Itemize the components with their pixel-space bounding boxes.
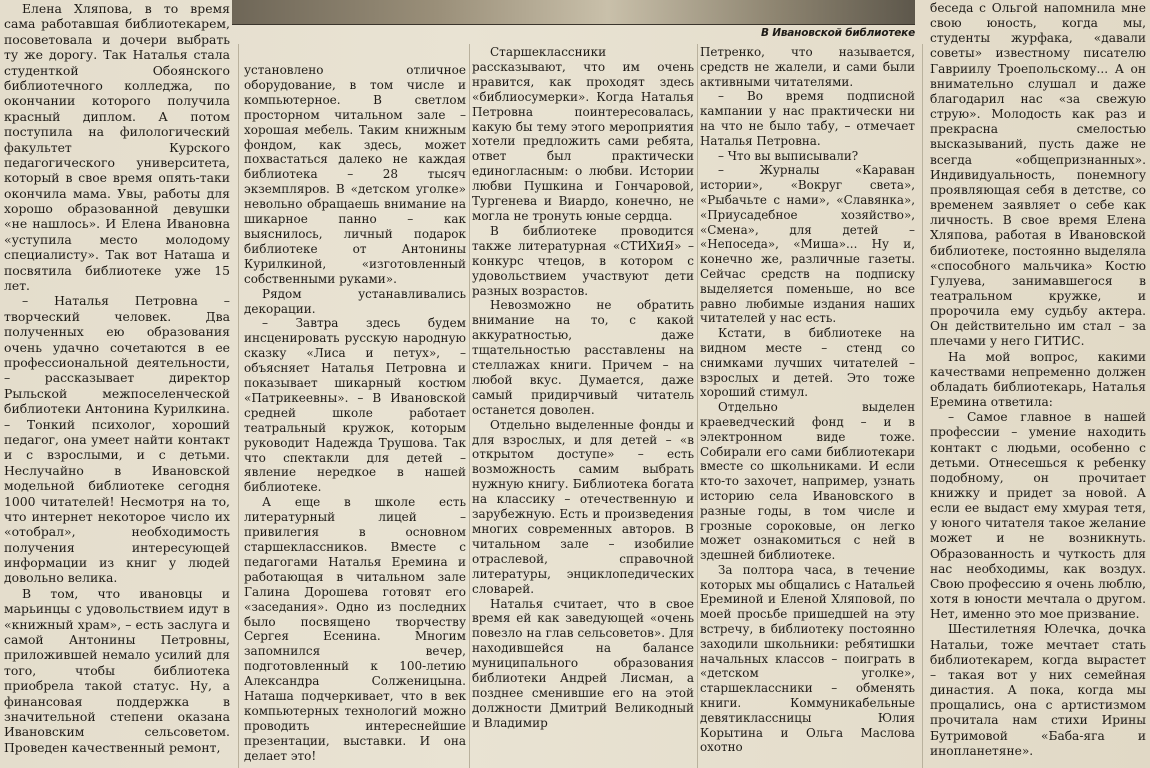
column-rule	[469, 44, 470, 768]
paragraph: А еще в школе есть литературный лицей – привилегия в основном старшеклассников. Вместе с педагогами Наталья Еремина и работающая в читальном зале Галина Дорошева готовят его «заседания». Одно из последних было посвящено творчеству Сергея Есенина. Многим запомнился вечер, подготовленный к 100-летию Александра Солженицына. Наташа подчеркивает, что в век компьютерных технологий можно проводить интереснейшие презентации, выставки. И она делает это!	[244, 495, 466, 763]
paragraph: Отдельно выделен краеведческий фонд – и в электронном виде тоже. Собирали его сами библиотекари вместе со школьниками. И если кто-то захочет, например, узнать историю села Ивановского в разные годы, в том числе и грозные сороковые, он легко может ознакомиться с ней в здешней библиотеке.	[700, 400, 915, 563]
paragraph: – Наталья Петровна – творческий человек. Два полученных ею образования очень удачно сочетаются в ее профессиональной деятельности, – рассказывает директор Рыльской межпоселенческой библиотеки Антонина Курилкина. – Тонкий психолог, хороший педагог, она умеет найти контакт и с взрослыми, и с детьми. Неслучайно в Ивановской модельной библиотеке сегодня 1000 читателей! Несмотря на то, что интернет некоторое число их «отобрал», необходимость получения интересующей информации из книг у людей довольно велика.	[4, 293, 230, 586]
paragraph: – Что вы выписывали?	[718, 148, 859, 163]
text-column-3	[472, 45, 694, 731]
text-column-5	[930, 1, 1146, 759]
paragraph: Рядом устанавливались декорации.	[244, 286, 466, 316]
paragraph: Елена Хляпова, в то время сама работавшая библиотекарем, посоветовала и дочери выбрать ту же дорогу. Так Наталья стала студенткой Обоянского библиотечного колледжа, по окончании которого получила красный диплом. А потом поступила на филологический факультет Курского педагогического университета, который в свое время опять-таки окончила мама. Увы, работы для хорошо образованной девушки «не нашлось». И Елена Ивановна «уступила место молодому специалисту». Так вот Наташа и посвятила библиотеке уже 15 лет.	[4, 1, 230, 294]
paragraph: Невозможно не обратить внимание на то, с какой аккуратностью, даже тщательностью расставлены на стеллажах книги. Причем – на любой вкус. Думается, даже самый придирчивый читатель останется доволен.	[472, 298, 694, 417]
paragraph: – Завтра здесь будем инсценировать русскую народную сказку «Лиса и петух», – объясняет Наталья Петровна и показывает шикарный костюм «Патрикеевны». – В Ивановской средней школе работает театральный кружок, которым руководит Надежда Трушова. Так что спектакли для детей – явление нередкое в нашей библиотеке.	[244, 316, 466, 495]
paragraph: Наталья считает, что в свое время ей как заведующей «очень повезло на глав сельсоветов». Для находившейся на балансе муниципального образования библиотеки Андрей Лисман, а позднее сменившие его на этой должности Дмитрий Великодный и Владимир	[472, 596, 694, 730]
paragraph: Шестилетняя Юлечка, дочка Натальи, тоже мечтает стать библиотекарем, когда вырастет – такая вот у них семейная династия. А пока, когда мы прощались, она с артистизмом прочитала нам стихи Ирины Бутримовой «Баба-яга и инопланетяне».	[930, 622, 1146, 758]
column-rule	[922, 44, 923, 768]
text-column-1	[4, 1, 230, 755]
paragraph: Старшеклассники рассказывают, что им очень нравится, как проходят здесь «библиосумерки». Когда Наталья Петровна поинтересовалась, какую бы тему этого мероприятия хотели предложить сами ребята, ответ был практически единогласным: о любви. Истории любви Пушкина и Гончаровой, Тургенева и Виардо, конечно, не могла не тронуть юные сердца.	[472, 45, 694, 223]
paragraph: Отдельно выделенные фонды и для взрослых, и для детей – «в открытом доступе» – есть возможность самим выбрать нужную книгу. Библиотека богата на классику – отечественную и зарубежную. Есть и произведения многих современных авторов. В читальном зале – изобилие отраслевой, справочной литературы, энциклопедических словарей.	[472, 417, 694, 596]
paragraph: Кстати, в библиотеке на видном месте – стенд со снимками лучших читателей – взрослых и детей. Это тоже хороший стимул.	[700, 326, 915, 400]
paragraph: В библиотеке проводится также литературная «СТИХиЯ» – конкурс чтецов, в котором с удовольствием участвуют дети разных возрастов.	[472, 223, 694, 298]
paragraph: На мой вопрос, какими качествами непременно должен обладать библиотекарь, Наталья Еремина ответила:	[930, 349, 1146, 410]
paragraph: За полтора часа, в течение которых мы общались с Натальей Ереминой и Еленой Хляповой, по моей просьбе пришедшей на эту встречу, в библиотеку постоянно заходили школьники: ребятишки начальных классов – поиграть в «детском уголке», старшеклассники – обменять книги. Коммуникабельные девятиклассницы Юлия Корытина и Ольга Маслова охотно	[700, 562, 915, 755]
article-photo	[232, 0, 915, 25]
text-column-2	[244, 63, 466, 764]
text-column-4	[700, 45, 915, 755]
paragraph: Петренко, что называется, средств не жалели, и сами были активными читателями.	[700, 45, 915, 89]
paragraph: – Самое главное в нашей профессии – умение находить контакт с людьми, особенно с детьми. Отнесешься к ребенку подобному, он прочитает книжку и придет за новой. А если ее выдаст ему хмурая тетя, у юного читателя такое желание может и не возникнуть. Образованность и чуткость для нас необходимы, как воздух. Свою профессию я очень люблю, хотя в юности мечтала о другом. Нет, именно это мое призвание.	[930, 410, 1146, 622]
paragraph: беседа с Ольгой напомнила мне свою юность, когда мы, студенты журфака, «давали советы» известному писателю Гавриилу Троепольскому... А он внимательно слушал и даже благодарил нас «за свежую струю». Молодость как раз и прекрасна смелостью высказываний, пусть даже не всегда «общепризнанных». Индивидуальность, понемногу проявляющая себя в детстве, со временем заявляет о себе как личность. В свое время Елена Хляпова, работая в Ивановской библиотеке, постоянно выделяла «способного мальчика» Костю Гулуева, занимавшегося в театральном кружке, и пророчила ему судьбу актера. Он действительно им стал – за плечами у него ГИТИС.	[930, 1, 1146, 349]
paragraph: В том, что ивановцы и марьинцы с удовольствием идут в «книжный храм», – есть заслуга и самой Антонины Петровны, приложившей немало усилий для того, чтобы библиотека приобрела такой статус. Ну, а финансовая поддержка в значительной степени оказана Ивановским сельсоветом. Проведен качественный ремонт,	[4, 585, 230, 755]
photo-caption: В Ивановской библиотеке	[760, 27, 915, 39]
column-rule	[238, 44, 239, 768]
paragraph: установлено отличное оборудование, в том числе и компьютерное. В светлом просторном читальном зале – хорошая мебель. Таким книжным фондом, как здесь, может похвастаться далеко не каждая библиотека – 28 тысяч экземпляров. В «детском уголке» невольно обращаешь внимание на шикарное панно – как выяснилось, личный подарок библиотеке от Антонины Курилкиной, «изготовленный собственными руками».	[244, 63, 466, 286]
paragraph: – Журналы «Караван истории», «Вокруг света», «Рыбачьте с нами», «Славянка», «Приусадебное хозяйство», «Смена», для детей – «Непоседа», «Миша»... Ну и, конечно же, различные газеты. Сейчас средств на подписку выделяется поменьше, но все равно любимые издания наших читателей у нас есть.	[700, 163, 915, 326]
column-rule	[697, 44, 698, 768]
paragraph: – Во время подписной кампании у нас практически ни на что не было табу, – отмечает Наталья Петровна.	[700, 89, 915, 148]
